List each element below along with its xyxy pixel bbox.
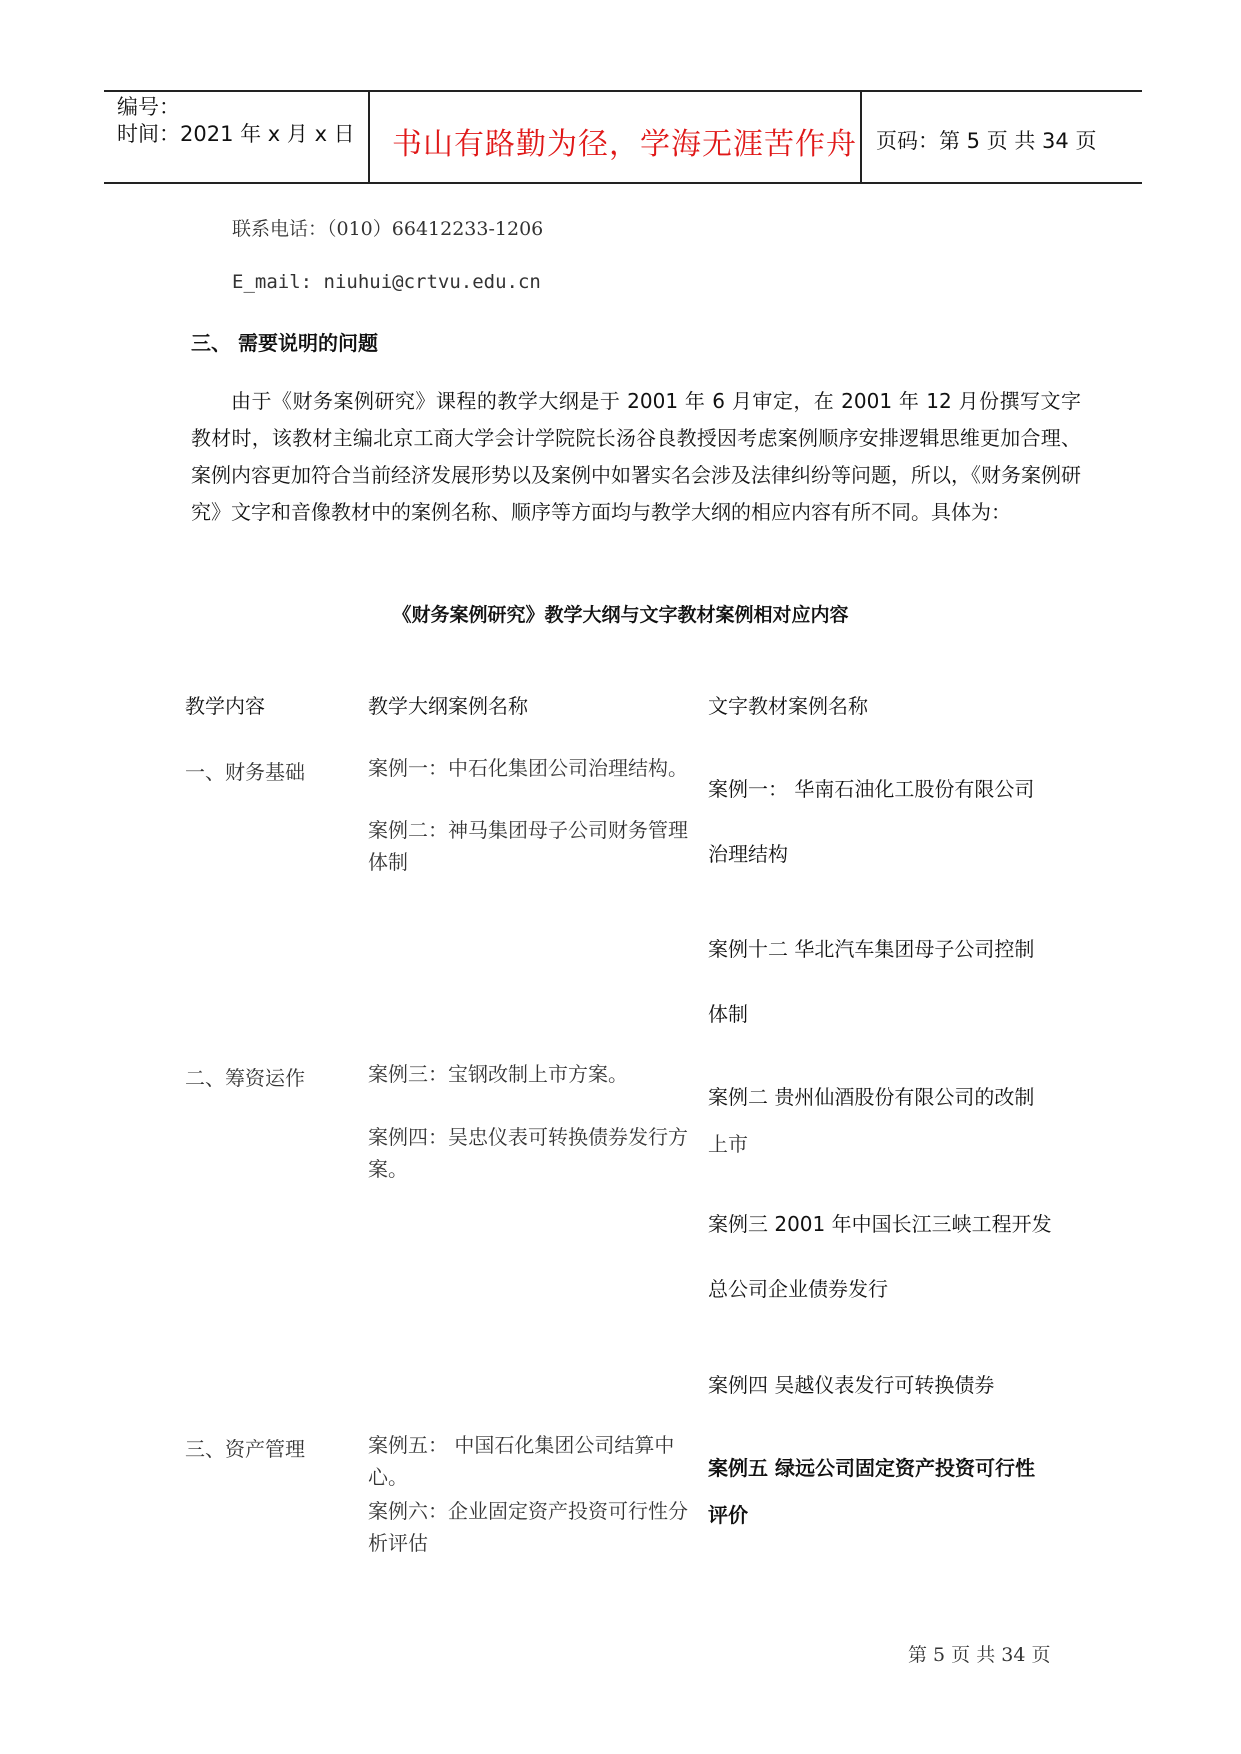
textbook-case-line: 总公司企业债券发行 xyxy=(708,1277,888,1301)
textbook-case-line: 案例三 2001 年中国长江三峡工程开发 xyxy=(708,1212,1052,1236)
table-header-syllabus: 教学大纲案例名称 xyxy=(368,694,528,718)
table-row-label: 一、财务基础 xyxy=(185,760,305,784)
textbook-case-line: 治理结构 xyxy=(708,842,788,866)
section-paragraph: 由于《财务案例研究》课程的教学大纲是于 2001 年 6 月审定，在 2001 年 12 月份撰写文字教材时，该教材主编北京工商大学会计学院院长汤谷良教授因考虑案例顺序安排逻辑思维更加合理、案例内容更加符合当前经济发展形势以及案例中如署实名会涉及法律纠纷等问题，所以，《财务案例研究》文字和音像教材中的案例名称、顺序等方面均与教学大纲的相应内容有所不同。具体为： xyxy=(191,389,1081,524)
header-number-label: 编号： xyxy=(117,95,180,119)
section-title: 三、 需要说明的问题 xyxy=(191,331,378,355)
header-divider-left xyxy=(368,90,370,183)
syllabus-case: 案例四：吴忠仪表可转换债券发行方案。 xyxy=(368,1125,688,1181)
table-row-label: 二、筹资运作 xyxy=(185,1066,305,1090)
contact-email: E_mail: niuhui@crtvu.edu.cn xyxy=(232,271,541,293)
syllabus-case: 案例一：中石化集团公司治理结构。 xyxy=(368,756,688,780)
syllabus-case: 案例三：宝钢改制上市方案。 xyxy=(368,1062,628,1086)
header-time-label: 时间：2021 年 x 月 x 日 xyxy=(117,122,355,146)
header-bottom-rule xyxy=(104,182,1142,184)
textbook-case-line: 案例四 吴越仪表发行可转换债券 xyxy=(708,1373,995,1397)
textbook-case-line: 评价 xyxy=(708,1503,748,1527)
table-title: 《财务案例研究》教学大纲与文字教材案例相对应内容 xyxy=(392,604,849,626)
syllabus-case: 案例五： 中国石化集团公司结算中心。 xyxy=(368,1433,675,1489)
textbook-case-line: 案例十二 华北汽车集团母子公司控制 xyxy=(708,937,1035,961)
header-motto: 书山有路勤为径，学海无涯苦作舟 xyxy=(392,127,857,162)
textbook-case-line: 案例一： 华南石油化工股份有限公司 xyxy=(708,777,1035,801)
contact-phone: 联系电话：（010）66412233-1206 xyxy=(232,218,544,240)
table-header-textbook: 文字教材案例名称 xyxy=(708,694,868,718)
header-top-rule xyxy=(104,90,1142,92)
textbook-case-line: 案例五 绿远公司固定资产投资可行性 xyxy=(708,1456,1035,1480)
footer-page-number: 第 5 页 共 34 页 xyxy=(908,1644,1051,1666)
header-page-label: 页码：第 5 页 共 34 页 xyxy=(876,129,1097,153)
textbook-case-line: 体制 xyxy=(708,1002,748,1026)
table-row-label: 三、资产管理 xyxy=(185,1437,305,1461)
syllabus-case: 案例二：神马集团母子公司财务管理体制 xyxy=(368,818,688,874)
header-divider-right xyxy=(860,90,862,183)
textbook-case-line: 案例二 贵州仙酒股份有限公司的改制 xyxy=(708,1085,1035,1109)
textbook-case-line: 上市 xyxy=(708,1132,748,1156)
syllabus-case: 案例六：企业固定资产投资可行性分析评估 xyxy=(368,1499,688,1555)
table-header-content: 教学内容 xyxy=(185,694,265,718)
